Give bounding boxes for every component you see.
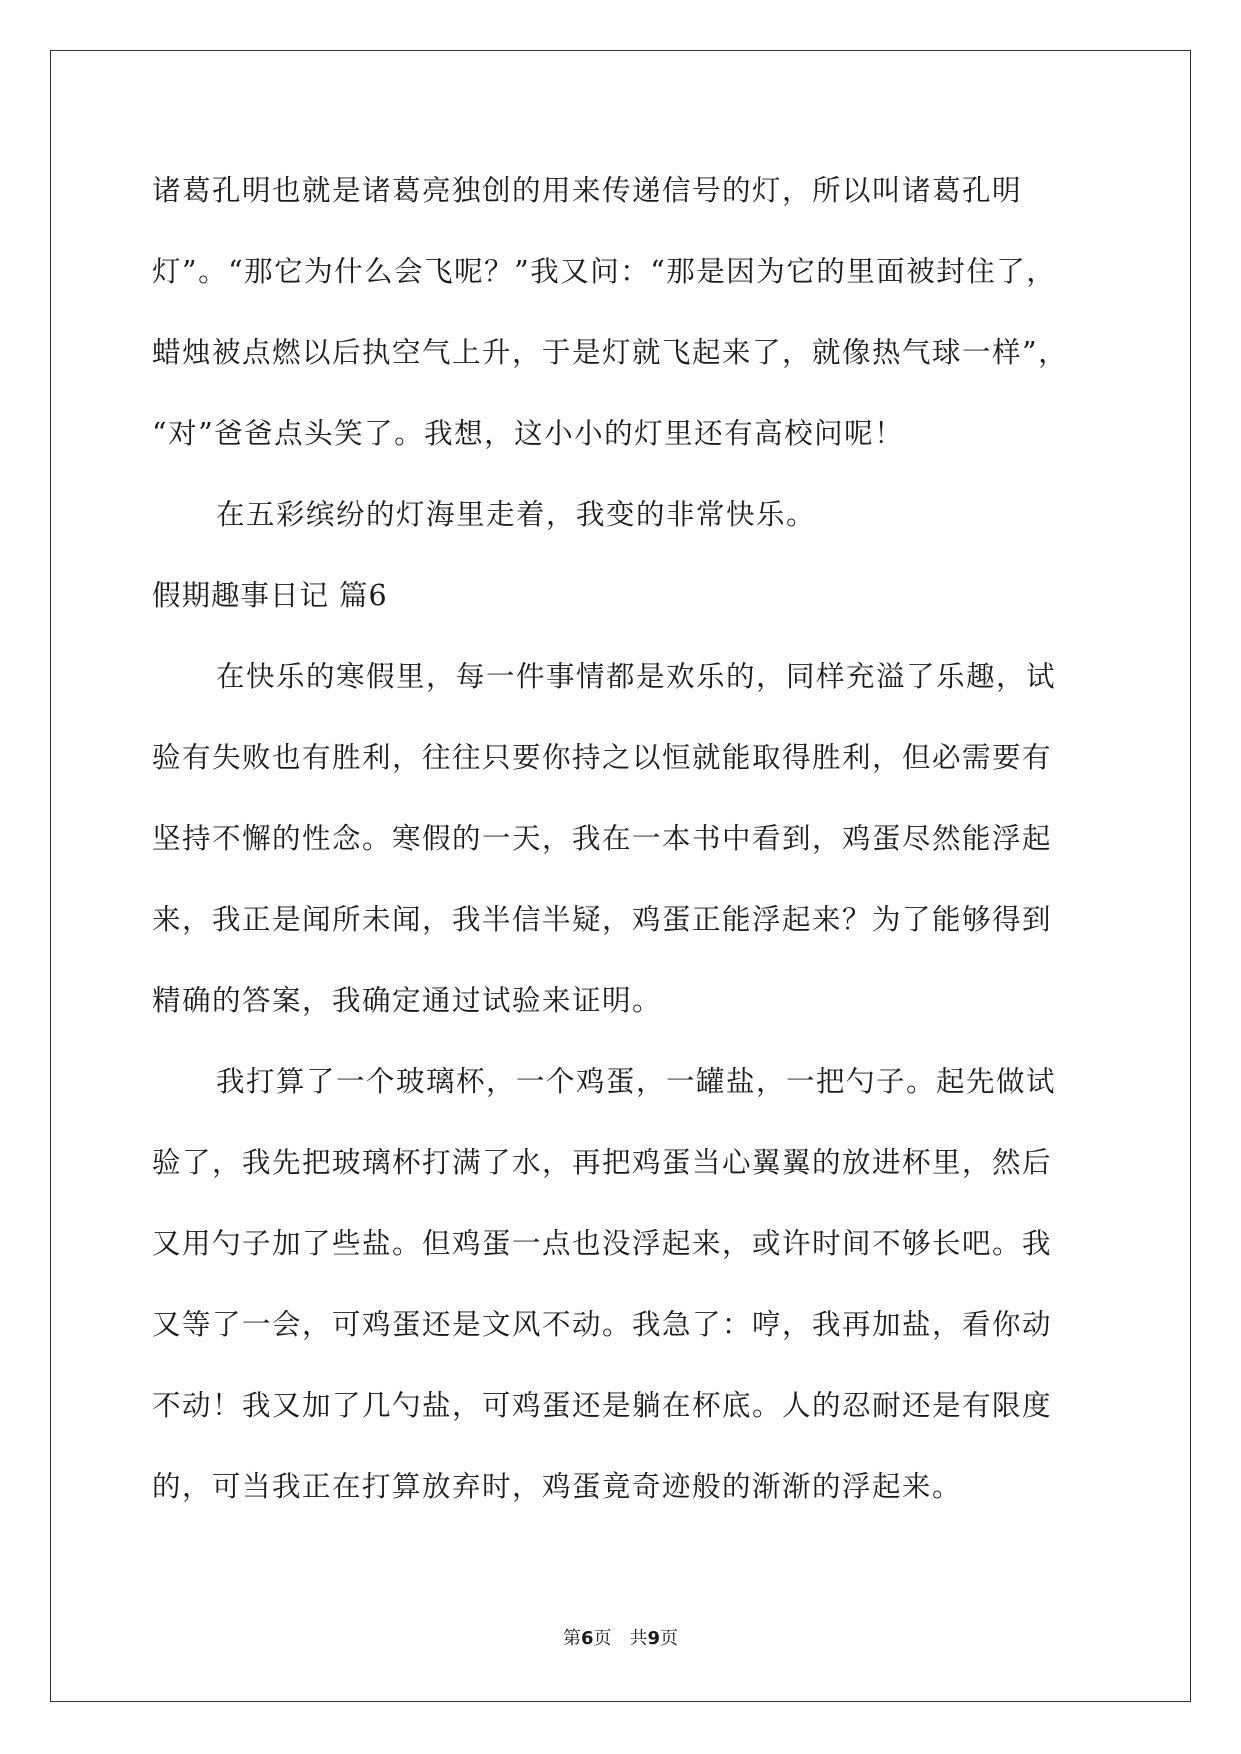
text-line: 的，可当我正在打算放弃时，鸡蛋竟奇迹般的渐渐的浮起来。 xyxy=(152,1470,963,1503)
text-line: 灯”。“那它为什么会飞呢？”我又问：“那是因为它的里面被封住了， xyxy=(152,255,1057,288)
text-line: 精确的答案，我确定通过试验来证明。 xyxy=(152,984,663,1017)
text-line: 验了，我先把玻璃杯打满了水，再把鸡蛋当心翼翼的放进杯里，然后 xyxy=(152,1146,1053,1179)
text-line: 不动！我又加了几勺盐，可鸡蛋还是躺在杯底。人的忍耐还是有限度 xyxy=(152,1389,1053,1422)
footer-middle: 页 共 xyxy=(593,1628,648,1649)
text-line: 蜡烛被点燃以后执空气上升，于是灯就飞起来了，就像热气球一样”， xyxy=(152,336,1069,369)
paragraph-start-line: 在快乐的寒假里，每一件事情都是欢乐的，同样充溢了乐趣，试 xyxy=(216,660,1057,693)
text-line: “对”爸爸点头笑了。我想，这小小的灯里还有高校问呢！ xyxy=(152,417,905,450)
footer-suffix: 页 xyxy=(660,1628,679,1649)
section-heading: 假期趣事日记 篇6 xyxy=(152,579,388,612)
text-line: 又等了一会，可鸡蛋还是文风不动。我急了：哼，我再加盐，看你动 xyxy=(152,1308,1053,1341)
document-body xyxy=(152,150,1092,1527)
text-line: 诸葛孔明也就是诸葛亮独创的用来传递信号的灯，所以叫诸葛孔明 xyxy=(152,174,1023,207)
text-line: 来，我正是闻所未闻，我半信半疑，鸡蛋正能浮起来？为了能够得到 xyxy=(152,903,1053,936)
paragraph-start-line: 在五彩缤纷的灯海里走着，我变的非常快乐。 xyxy=(216,498,817,531)
paragraph-start-line: 我打算了一个玻璃杯，一个鸡蛋，一罐盐，一把勺子。起先做试 xyxy=(216,1065,1057,1098)
text-line: 又用勺子加了些盐。但鸡蛋一点也没浮起来，或许时间不够长吧。我 xyxy=(152,1227,1053,1260)
page-footer xyxy=(0,1624,1241,1650)
footer-prefix: 第 xyxy=(562,1628,581,1649)
text-line: 验有失败也有胜利，往往只要你持之以恒就能取得胜利，但必需要有 xyxy=(152,741,1053,774)
current-page-number: 6 xyxy=(580,1628,594,1649)
text-line: 坚持不懈的性念。寒假的一天，我在一本书中看到，鸡蛋尽然能浮起 xyxy=(152,822,1053,855)
total-page-number: 9 xyxy=(647,1628,661,1649)
